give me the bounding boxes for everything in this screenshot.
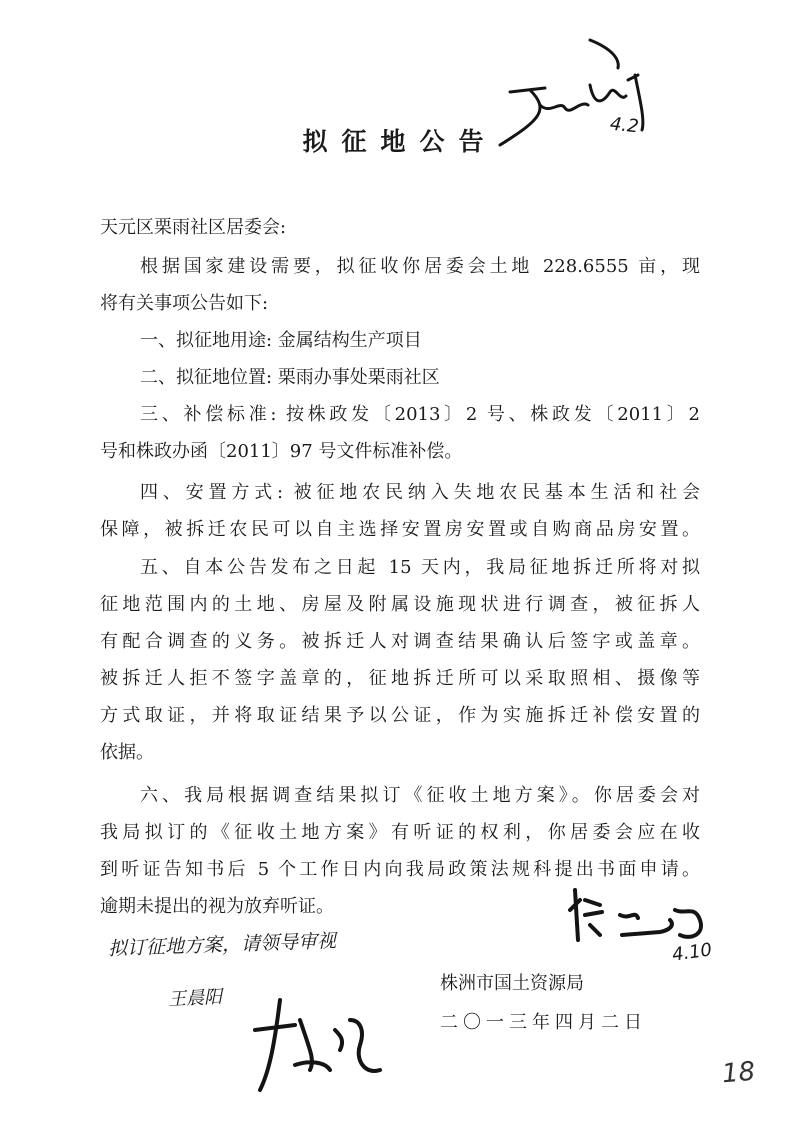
- body-line: 一、拟征地用途: 金属结构生产项目: [140, 330, 422, 351]
- body-line: 方式取证，并将取证结果予以公证，作为实施拆迁补偿安置的: [100, 705, 700, 726]
- body-line: 有配合调查的义务。被拆迁人对调查结果确认后签字或盖章。: [100, 631, 700, 652]
- body-line: 征地范围内的土地、房屋及附属设施现状进行调查，被征拆人: [100, 594, 700, 615]
- bottom-signature: [240, 990, 410, 1100]
- body-line: 将有关事项公告如下:: [100, 293, 269, 314]
- top-note: 4.2: [608, 113, 640, 138]
- body-line: 六、我局根据调查结果拟订《征收土地方案》。你居委会对: [140, 785, 700, 806]
- body-line: 到听证告知书后 5 个工作日内向我局政策法规科提出书面申请。: [100, 859, 700, 880]
- body-line: 依据。: [100, 742, 154, 763]
- right-note: 4.10: [670, 939, 714, 966]
- body-line: 我局拟订的《征收土地方案》有听证的权利，你居委会应在收: [100, 822, 700, 843]
- body-line: 三、补偿标准: 按株政发〔2013〕2 号、株政发〔2011〕2: [140, 404, 700, 425]
- body-line: 四、安置方式: 被征地农民纳入失地农民基本生活和社会: [140, 482, 700, 503]
- body-line: 被拆迁人拒不签字盖章的，征地拆迁所可以采取照相、摄像等: [100, 668, 700, 689]
- body-line: 五、自本公告发布之日起 15 天内，我局征地拆迁所将对拟: [140, 557, 700, 578]
- body-line: 根据国家建设需要，拟征收你居委会土地 228.6555 亩，现: [140, 256, 700, 277]
- body-line: 保障，被拆迁农民可以自主选择安置房安置或自购商品房安置。: [100, 519, 700, 540]
- issuer-name: 株洲市国土资源局: [440, 973, 584, 994]
- handwritten-name: 王晨阳: [167, 986, 223, 1011]
- body-line: 逾期未提出的视为放弃听证。: [100, 896, 334, 917]
- issue-date: 二〇一三年四月二日: [440, 1012, 647, 1033]
- document-title: 拟征地公告: [302, 127, 498, 156]
- handwritten-instruction: 拟订征地方案，请领导审视: [107, 930, 337, 960]
- body-line: 号和株政办函〔2011〕97 号文件标准补偿。: [100, 441, 463, 462]
- addressee: 天元区栗雨社区居委会:: [100, 217, 287, 238]
- body-line: 二、拟征地位置: 栗雨办事处栗雨社区: [140, 367, 440, 388]
- page-number: 18: [720, 1056, 757, 1090]
- top-signature: [470, 30, 700, 170]
